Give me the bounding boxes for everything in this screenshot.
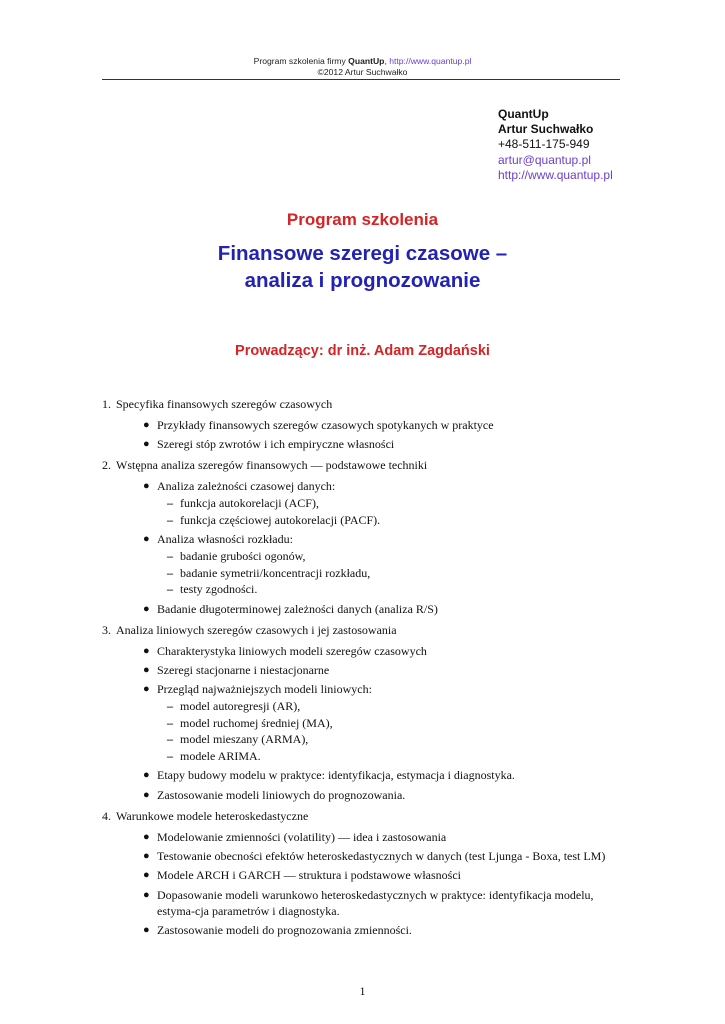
sub-item [167,698,622,714]
bullet-text: Modele ARCH i GARCH — struktura i podstawowe własności [157,868,461,883]
bullet-item [143,681,622,764]
section-title: Warunkowe modele heteroskedastyczne [116,808,309,823]
bullet-list [116,478,622,616]
bullet-text: Przykłady finansowych szeregów czasowych spotykanych w praktyce [157,418,494,432]
bullet-item [143,829,622,845]
bullet-item [143,922,622,938]
contact-block [498,107,613,183]
bullet-item [143,662,622,678]
sub-item-text: modele ARIMA. [180,749,261,764]
sub-item-text: model mieszany (ARMA), [180,732,309,747]
header-divider [102,79,620,80]
section-number: 1. [102,397,111,411]
bullet-dot-icon: ● [143,923,150,936]
contact-name: Artur Suchwałko [498,122,594,137]
header-url-link[interactable]: http://www.quantup.pl [389,56,472,66]
bullet-list [116,417,622,452]
dash-bullet-icon: – [167,699,173,714]
bullet-text: Testowanie obecności efektów heteroskedastycznych w danych (test Ljunga - Boxa, test LM) [157,848,606,863]
bullet-dot-icon: ● [143,644,150,657]
bullet-text: Charakterystyka liniowych modeli szeregów czasowych [157,643,427,658]
sub-item-text: testy zgodności. [180,582,258,597]
trainer-line: Prowadzący: dr inż. Adam Zagdański [235,343,490,359]
sub-item [167,548,622,564]
bullet-dot-icon: ● [143,788,150,801]
sub-item [167,512,622,528]
bullet-dot-icon: ● [143,769,150,782]
bullet-text: Zastosowanie modeli do prognozowania zmienności. [157,922,412,937]
bullet-item [143,767,622,783]
bullet-item [143,478,622,528]
bullet-item [143,643,622,659]
sub-item [167,731,622,747]
bullet-text: Zastosowanie modeli liniowych do prognozowania. [157,787,406,802]
header-line-1 [0,56,725,67]
contact-company: QuantUp [498,107,549,121]
bullet-dot-icon: ● [143,533,150,546]
sub-item-text: funkcja autokorelacji (ACF), [180,496,319,511]
sub-item-text: model ruchomej średniej (MA), [180,715,333,730]
course-title-line-2: analiza i prognozowanie [244,269,481,292]
page-number: 1 [359,984,366,998]
dash-bullet-icon: – [167,565,173,580]
bullet-text: Analiza zależności czasowej danych: [157,479,336,494]
header-copyright: ©2012 Artur Suchwałko [317,67,408,77]
sub-item [167,565,622,581]
sub-item-text: badanie grubości ogonów, [180,549,306,564]
dash-bullet-icon: – [167,749,173,764]
sub-list [157,495,622,528]
bullet-text: Przegląd najważniejszych modeli liniowych: [157,682,372,697]
bullet-item [143,601,622,617]
header-prefix: Program szkolenia firmy [253,56,349,66]
bullet-dot-icon: ● [143,683,150,696]
contact-phone: +48-511-175-949 [498,137,590,152]
section-number: 4. [102,808,111,823]
dash-bullet-icon: – [167,715,173,730]
dash-bullet-icon: – [167,512,173,527]
dash-bullet-icon: – [167,732,173,747]
bullet-list [116,829,622,938]
bullet-dot-icon: ● [143,869,150,882]
bullet-text: Szeregi stacjonarne i niestacjonarne [157,662,330,677]
bullet-dot-icon: ● [143,663,150,676]
header-company: QuantUp [348,56,385,66]
dash-bullet-icon: – [167,582,173,597]
bullet-item [143,867,622,883]
bullet-list [116,643,622,803]
dash-bullet-icon: – [167,496,173,511]
course-title-line-1: Finansowe szeregi czasowe – [217,242,508,265]
bullet-dot-icon: ● [143,419,150,431]
section-number: 2. [102,458,111,473]
sub-item-text: funkcja częściowej autokorelacji (PACF). [180,512,381,527]
bullet-dot-icon: ● [143,480,150,493]
bullet-text: Dopasowanie modeli warunkowo heteroskedastycznych w praktyce: identyfikacja modelu, estyma-cja parametrów i diagnostyka. [157,887,594,918]
sub-item-text: badanie symetrii/koncentracji rozkładu, [180,565,371,580]
bullet-dot-icon: ● [143,602,150,615]
bullet-text: Modelowanie zmienności (volatility) — idea i zastosowania [157,829,447,844]
sub-item [167,715,622,731]
dash-bullet-icon: – [167,549,173,564]
program-subtitle: Program szkolenia [286,210,439,229]
course-title [0,240,725,294]
bullet-item [143,787,622,803]
syllabus-section [102,808,622,938]
sub-list [157,698,622,764]
header-comma: , [384,56,390,66]
bullet-dot-icon: ● [143,438,150,451]
running-header [0,56,725,78]
syllabus-section [102,622,622,803]
bullet-item [143,417,622,433]
bullet-item [143,887,622,919]
sub-list [157,548,622,597]
sub-item [167,748,622,764]
syllabus-section [102,396,622,452]
bullet-text: Analiza własności rozkładu: [157,532,293,547]
section-title: Specyfika finansowych szeregów czasowych [116,397,333,411]
sub-item [167,495,622,511]
bullet-text: Szeregi stóp zwrotów i ich empiryczne własności [157,437,395,452]
bullet-item [143,436,622,452]
syllabus-list [102,396,622,943]
bullet-dot-icon: ● [143,830,150,843]
bullet-text: Etapy budowy modelu w praktyce: identyfikacja, estymacja i diagnostyka. [157,768,515,783]
syllabus-section [102,457,622,616]
sub-item-text: model autoregresji (AR), [180,699,301,714]
section-title: Analiza liniowych szeregów czasowych i jej zastosowania [116,622,397,637]
contact-email-link[interactable]: artur@quantup.pl [498,152,591,167]
bullet-item [143,848,622,864]
bullet-text: Badanie długoterminowej zależności danych (analiza R/S) [157,601,438,616]
contact-website-link[interactable]: http://www.quantup.pl [498,167,613,182]
bullet-dot-icon: ● [143,888,150,901]
bullet-dot-icon: ● [143,849,150,862]
sub-item [167,581,622,597]
section-title: Wstępna analiza szeregów finansowych — podstawowe techniki [116,458,428,473]
section-number: 3. [102,622,111,637]
bullet-item [143,531,622,597]
